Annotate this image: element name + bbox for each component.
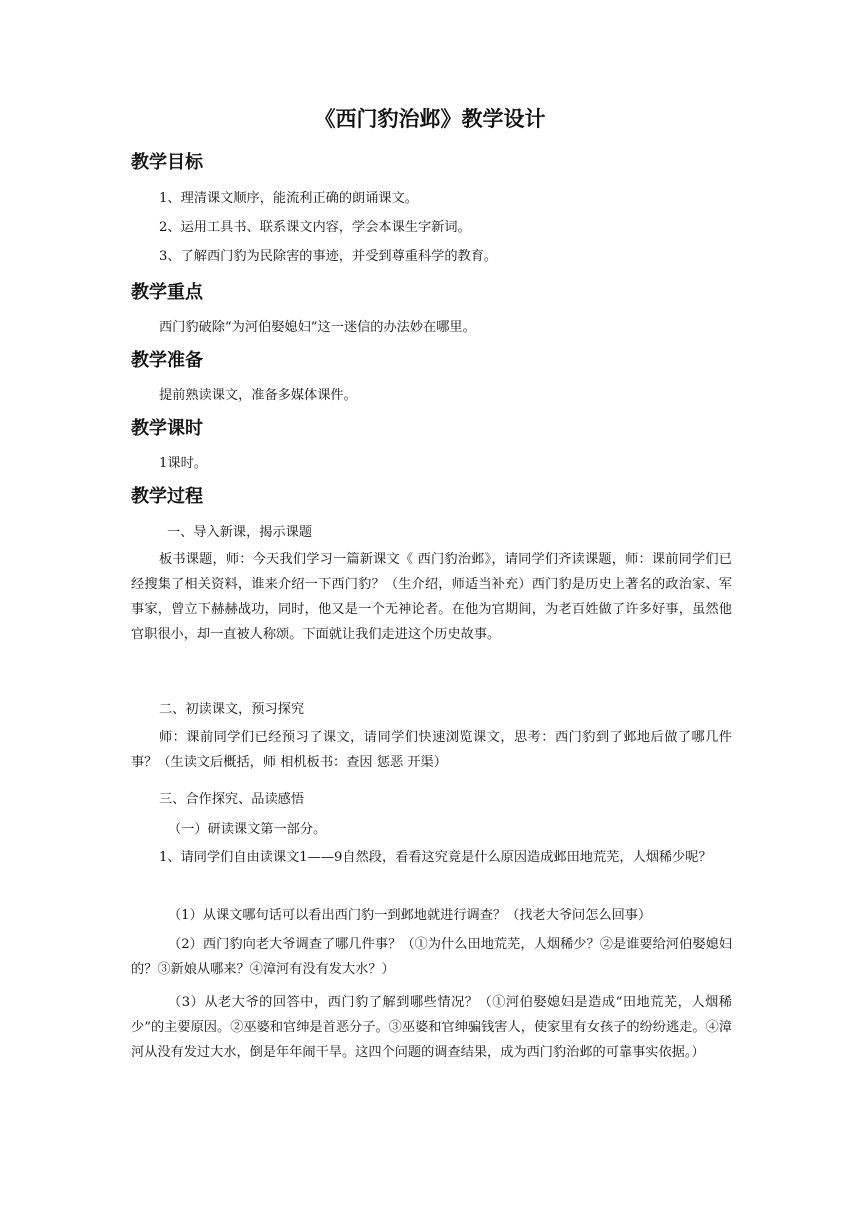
part1-title: （一）研读课文第一部分。 — [168, 822, 327, 837]
heading-process: 教学过程 — [131, 486, 203, 507]
heading-prep: 教学准备 — [131, 350, 203, 371]
focus-text: 西门豹破除“为河伯娶媳妇”这一迷信的办法妙在哪里。 — [159, 320, 476, 335]
document-title: 《西门豹治邺》教学设计 — [314, 107, 546, 131]
step3-title: 三、合作探究、品读感悟 — [159, 792, 305, 807]
goal-item-1: 1、理清课文顺序，能流利正确的朗诵课文。 — [159, 191, 418, 206]
step2-title: 二、初读课文，预习探究 — [159, 702, 305, 717]
goal-item-3: 3、了解西门豹为民除害的事迹，并受到尊重科学的教育。 — [159, 249, 498, 264]
heading-time: 教学课时 — [131, 418, 203, 439]
sub-question-2: （2）西门豹向老大爷调查了哪几件事？（①为什么田地荒芜，人烟稀少？②是谁要给河伯娶媳妇的？③新娘从哪来？④漳河有没有发大水？） — [131, 937, 732, 977]
goal-item-2: 2、运用工具书、联系课文内容，学会本课生字新词。 — [159, 220, 471, 235]
heading-goals: 教学目标 — [131, 152, 203, 173]
step1-title: 一、导入新课，揭示课题 — [167, 525, 313, 540]
sub-question-3: （3）从老大爷的回答中，西门豹了解到哪些情况？（①河伯娶媳妇是造成“田地荒芜，人烟稀少”的主要原因。②巫婆和官绅是首恶分子。③巫婆和官绅骗钱害人，使家里有女孩子的纷纷逃走。④漳河从没有发过大水，倒是年年闹干旱。这四个问题的调查结果，成为西门豹治邺的可靠事实依据。） — [131, 995, 732, 1060]
heading-focus: 教学重点 — [131, 282, 203, 303]
question-1: 1、请同学们自由读课文1——9自然段，看看这究竟是什么原因造成邺田地荒芜，人烟稀少呢？ — [159, 850, 712, 865]
step2-text: 师：课前同学们已经预习了课文，请同学们快速浏览课文，思考：西门豹到了邺地后做了哪几件事？（生读文后概括，师 相机板书：查因 惩恶 开渠） — [131, 730, 732, 770]
sub-question-1: （1）从课文哪句话可以看出西门豹一到邺地就进行调查？（找老大爷问怎么回事） — [168, 908, 652, 923]
step1-text: 板书课题，师：今天我们学习一篇新课文《 西门豹治邺》，请同学们齐读课题，师：课前同学们已经搜集了相关资料，谁来介绍一下西门豹？（生介绍，师适当补充）西门豹是历史上著名的政治家、军事家，曾立下赫赫战功，同时，他又是一个无神论者。在他为官期间，为老百姓做了许多好事，虽然他官职很小，却一直被人称颂。下面就让我们走进这个历史故事。 — [131, 552, 732, 642]
prep-text: 提前熟读课文，准备多媒体课件。 — [159, 388, 357, 403]
time-text: 1课时。 — [159, 456, 207, 471]
